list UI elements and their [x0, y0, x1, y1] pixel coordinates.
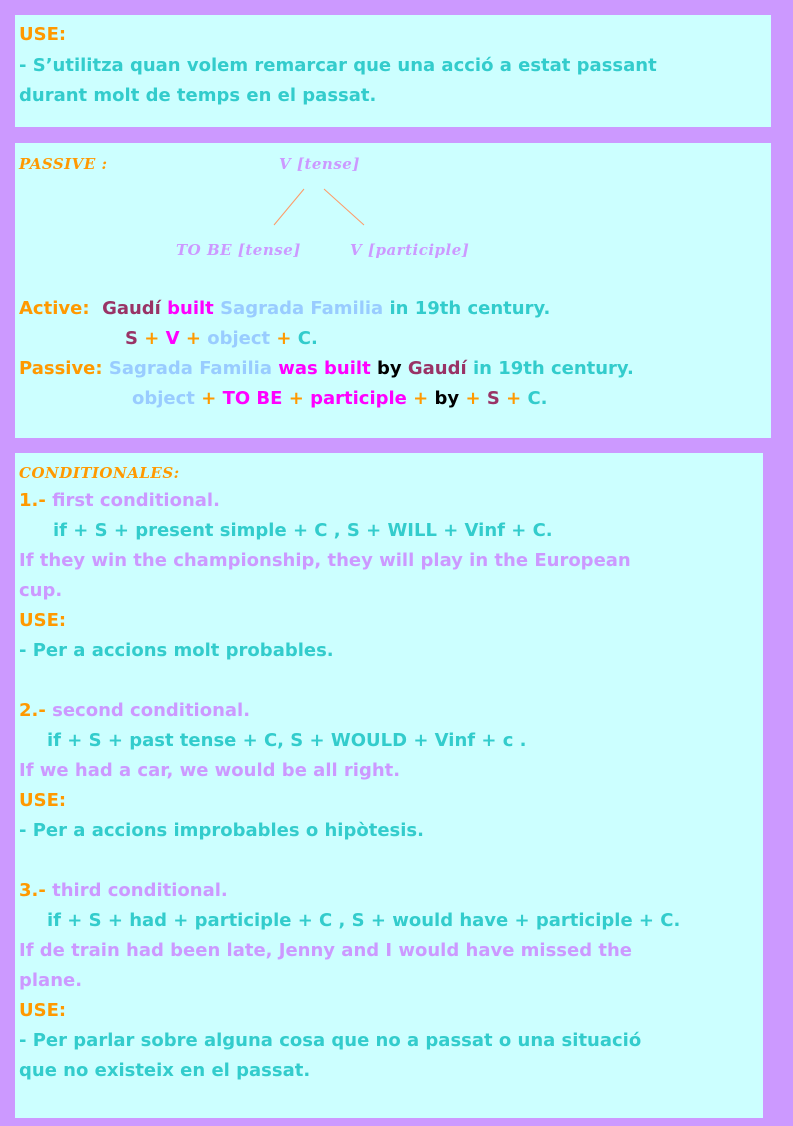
first-title-text: first conditional.	[45, 490, 220, 511]
second-formula: if + S + past tense + C, S + WOULD + Vinf + c .	[47, 730, 527, 751]
pformula-c: C.	[527, 388, 548, 409]
second-use-text: - Per a accions improbables o hipòtesis.	[19, 820, 424, 841]
active-verb: built	[167, 298, 214, 319]
formula-plus: +	[144, 328, 160, 349]
conditionals-section	[15, 453, 763, 1118]
use-section	[15, 15, 771, 127]
formula-s: S	[125, 328, 138, 349]
third-example-2: plane.	[19, 970, 83, 991]
pformula-to-be: TO BE	[222, 388, 283, 409]
second-title-text: second conditional.	[45, 700, 251, 721]
third-use-text-1: - Per parlar sobre alguna cosa que no a passat o una situació	[19, 1030, 642, 1051]
formula-c: C.	[297, 328, 318, 349]
pformula-by: by	[434, 388, 460, 409]
passive-heading: PASSIVE :	[19, 155, 108, 173]
second-example: If we had a car, we would be all right.	[19, 760, 401, 781]
passive-label: Passive:	[19, 358, 103, 379]
passive-section	[15, 143, 771, 438]
branch-right	[324, 189, 364, 225]
active-rest: in 19th century.	[389, 298, 551, 319]
v-participle-label: V [participle]	[350, 241, 470, 259]
passive-rest: in 19th century.	[472, 358, 634, 379]
first-example-1: If they win the championship, they will play in the European	[19, 550, 631, 571]
first-title	[19, 486, 220, 516]
passive-agent: Gaudí	[407, 358, 467, 379]
third-formula: if + S + had + participle + C , S + would have + participle + C.	[47, 910, 681, 931]
branch-left	[274, 189, 304, 225]
third-num: 3.-	[19, 880, 46, 901]
use-heading: USE:	[19, 24, 67, 45]
pformula-participle: participle	[310, 388, 407, 409]
use-line-2: durant molt de temps en el passat.	[19, 85, 377, 106]
third-example-1: If de train had been late, Jenny and I would have missed the	[19, 940, 633, 961]
conditionals-heading: CONDITIONALES:	[19, 464, 180, 482]
formula-v: V	[165, 328, 180, 349]
third-title-text: third conditional.	[45, 880, 228, 901]
first-num: 1.-	[19, 490, 46, 511]
passive-by: by	[376, 358, 402, 379]
third-use-label: USE:	[19, 1000, 67, 1021]
active-subject: Gaudí	[102, 298, 161, 319]
first-use-label: USE:	[19, 610, 67, 631]
third-use-text-2: que no existeix en el passat.	[19, 1060, 311, 1081]
first-formula: if + S + present simple + C , S + WILL + Vinf + C.	[53, 520, 553, 541]
passive-verb: was built	[278, 358, 371, 379]
formula-plus: +	[276, 328, 292, 349]
first-use-text: - Per a accions molt probables.	[19, 640, 334, 661]
passive-sentence	[19, 354, 634, 384]
use-line-1: - S’utilitza quan volem remarcar que una acció a estat passant	[19, 55, 657, 76]
second-num: 2.-	[19, 700, 46, 721]
passive-object: Sagrada Familia	[108, 358, 272, 379]
first-example-2: cup.	[19, 580, 63, 601]
active-label: Active:	[19, 298, 90, 319]
second-use-label: USE:	[19, 790, 67, 811]
third-title	[19, 876, 228, 906]
active-object: Sagrada Familia	[220, 298, 384, 319]
second-title	[19, 696, 250, 726]
v-tense-label: V [tense]	[279, 155, 360, 173]
formula-plus: +	[506, 388, 522, 409]
passive-formula	[132, 384, 548, 414]
formula-plus: +	[185, 328, 201, 349]
formula-plus: +	[465, 388, 481, 409]
active-formula	[125, 324, 318, 354]
formula-plus: +	[201, 388, 217, 409]
formula-plus: +	[288, 388, 304, 409]
formula-object: object	[207, 328, 271, 349]
formula-plus: +	[413, 388, 429, 409]
to-be-tense-label: TO BE [tense]	[176, 241, 301, 259]
pformula-s: S	[486, 388, 500, 409]
active-sentence	[19, 294, 550, 324]
pformula-object: object	[132, 388, 195, 409]
